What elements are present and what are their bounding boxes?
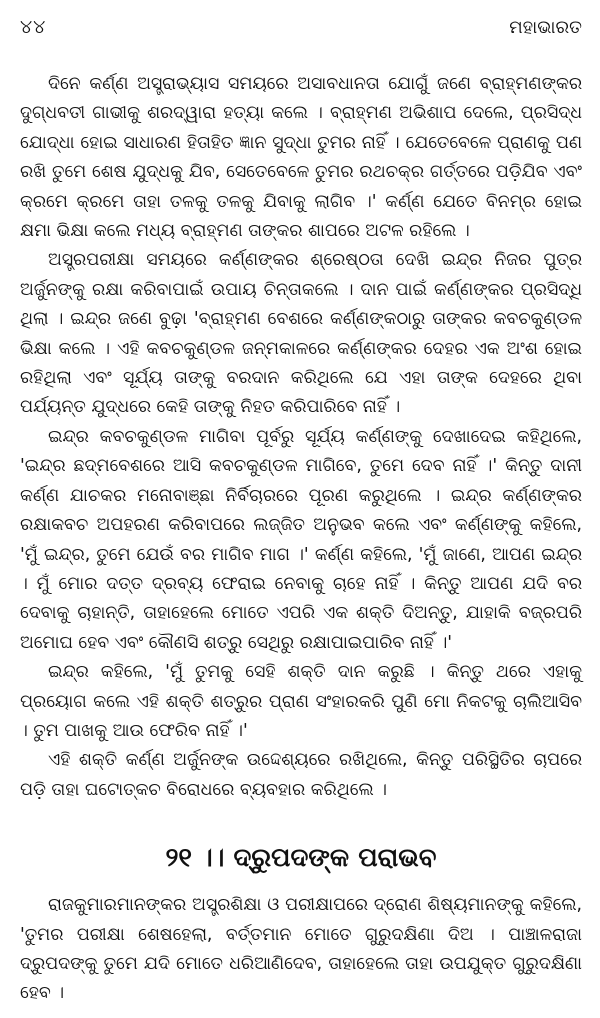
- running-header: [20, 14, 582, 40]
- paragraph: ଅସ୍ତ୍ରପରୀକ୍ଷା ସମୟରେ କର୍ଣ୍ଣଙ୍କର ଶ୍ରେଷ୍ଠତା ଦେଖି ଇନ୍ଦ୍ର ନିଜର ପୁତ୍ର ଅର୍ଜୁନଙ୍କୁ ରକ୍ଷା କରିବାପାଇଁ ଉପାୟ ଚିନ୍ତାକଲେ । ଦାନ ପାଇଁ କର୍ଣ୍ଣଙ୍କର ପ୍ରସିଦ୍ଧି ଥିଲା । ଇନ୍ଦ୍ର ଜଣେ ବୁଢ଼ା 'ବ୍ରାହ୍ମଣ ବେଶରେ କର୍ଣ୍ଣଙ୍କଠାରୁ ତାଙ୍କର କବଚକୁଣ୍ଡଳ ଭିକ୍ଷା କଲେ । ଏହି କବଚକୁଣ୍ଡଳ ଜନ୍ମକାଳରେ କର୍ଣ୍ଣଙ୍କର ଦେହର ଏକ ଅଂଶ ହୋଇ ରହିଥିଲା ଏବଂ ସୂର୍ଯ୍ୟ ତାଙ୍କୁ ବରଦାନ କରିଥିଲେ ଯେ ଏହା ତାଙ୍କ ଦେହରେ ଥିବା ପର୍ଯ୍ୟନ୍ତ ଯୁଦ୍ଧରେ କେହି ତାଙ୍କୁ ନିହତ କରିପାରିବେ ନାହିଁ ।: [20, 250, 582, 418]
- paragraph: ଏହି ଶକ୍ତି କର୍ଣ୍ଣ ଅର୍ଜୁନଙ୍କ ଉଦ୍ଦେଶ୍ୟରେ ରଖିଥିଲେ, କିନ୍ତୁ ପରିସ୍ଥିତିର ଚାପରେ ପଡ଼ି ତାହା ଘଟୋତ୍କଚ ବିରୋଧରେ ବ୍ୟବହାର କରିଥିଲେ ।: [20, 750, 582, 800]
- paragraph: ଇନ୍ଦ୍ର କହିଲେ, 'ମୁଁ ତୁମକୁ ସେହି ଶକ୍ତି ଦାନ କରୁଛି । କିନ୍ତୁ ଥରେ ଏହାକୁ ପ୍ରୟୋଗ କଲେ ଏହି ଶକ୍ତି ଶତ୍ରୁର ପ୍ରାଣ ସଂହାରକରି ପୁଣି ମୋ ନିକଟକୁ ଚାଲିଆସିବ । ତୁମ ପାଖକୁ ଆଉ ଫେରିବ ନାହିଁ ।': [20, 662, 582, 741]
- chapter-body-text: [20, 891, 582, 1009]
- chapter-heading: ୨୧ ।। ଦ୍ରୁପଦଙ୍କ ପରାଭବ: [165, 843, 437, 874]
- page-number: ୪୪: [20, 16, 47, 38]
- book-title: ମହାଭାରତ: [509, 17, 582, 38]
- paragraph: ରାଜକୁମାରମାନଙ୍କର ଅସ୍ତ୍ରଶିକ୍ଷା ଓ ପରୀକ୍ଷାପରେ ଦ୍ରୋଣ ଶିଷ୍ୟମାନଙ୍କୁ କହିଲେ, 'ତୁମର ପରୀକ୍ଷା ଶେଷହେଲା, ବର୍ତ୍ତମାନ ମୋତେ ଗୁରୁଦକ୍ଷିଣା ଦିଅ । ପାଞ୍ଚାଳରାଜା ଦ୍ରୁପଦଙ୍କୁ ତୁମେ ଯଦି ମୋତେ ଧରିଆଣିଦେବ, ତାହାହେଲେ ତାହା ଉପଯୁକ୍ତ ଗୁରୁଦକ୍ଷିଣା ହେବ ।: [20, 895, 582, 1004]
- paragraph: ଇନ୍ଦ୍ର କବଚକୁଣ୍ଡଳ ମାଗିବା ପୂର୍ବରୁ ସୂର୍ଯ୍ୟ କର୍ଣ୍ଣଙ୍କୁ ଦେଖାଦେଇ କହିଥିଲେ, 'ଇନ୍ଦ୍ର ଛଦ୍ମବେଶରେ ଆସି କବଚକୁଣ୍ଡଳ ମାଗିବେ, ତୁମେ ଦେବ ନାହିଁ ।' କିନ୍ତୁ ଦାନୀ କର୍ଣ୍ଣ ଯାଚକର ମନୋବାଞ୍ଛା ନିର୍ବିଚାରରେ ପୂରଣ କରୁଥିଲେ । ଇନ୍ଦ୍ର କର୍ଣ୍ଣଙ୍କର ରକ୍ଷାକବଚ ଅପହରଣ କରିବାପରେ ଲଜ୍ଜିତ ଅନୁଭବ କଲେ ଏବଂ କର୍ଣ୍ଣଙ୍କୁ କହିଲେ, 'ମୁଁ ଇନ୍ଦ୍ର, ତୁମେ ଯେଉଁ ବର ମାଗିବ ମାଗ ।' କର୍ଣ୍ଣ କହିଲେ, 'ମୁଁ ଜାଣେ, ଆପଣ ଇନ୍ଦ୍ର । ମୁଁ ମୋର ଦତ୍ତ ଦ୍ରବ୍ୟ ଫେରାଇ ନେବାକୁ ଚାହେ ନାହିଁ । କିନ୍ତୁ ଆପଣ ଯଦି ବର ଦେବାକୁ ଚାହାନ୍ତି, ତାହାହେଲେ ମୋତେ ଏପରି ଏକ ଶକ୍ତି ଦିଅନ୍ତୁ, ଯାହାକି ବଜ୍ରପରି ଅମୋଘ ହେବ ଏବଂ କୌଣସି ଶତ୍ରୁ ସେଥିରୁ ରକ୍ଷାପାଇପାରିବ ନାହିଁ ।': [20, 426, 582, 653]
- body-text: [20, 70, 582, 805]
- paragraph: ଦିନେ କର୍ଣ୍ଣ ଅସ୍ତ୍ରାଭ୍ୟାସ ସମୟରେ ଅସାବଧାନତା ଯୋଗୁଁ ଜଣେ ବ୍ରାହ୍ମଣଙ୍କର ଦୁଗ୍ଧବତୀ ଗାଭୀକୁ ଶରଦ୍ୱାରା ହତ୍ୟା କଲେ । ବ୍ରାହ୍ମଣ ଅଭିଶାପ ଦେଲେ, ପ୍ରସିଦ୍ଧ ଯୋଦ୍ଧା ହୋଇ ସାଧାରଣ ହିତାହିତ ଜ୍ଞାନ ସୁଦ୍ଧା ତୁମର ନାହିଁ । ଯେତେବେଳେ ପ୍ରାଣକୁ ପଣ ରଖି ତୁମେ ଶେଷ ଯୁଦ୍ଧକୁ ଯିବ, ସେତେବେଳେ ତୁମର ରଥଚକ୍ର ଗର୍ତ୍ତରେ ପଡ଼ିଯିବ ଏବଂ କ୍ରମେ କ୍ରମେ ତାହା ତଳକୁ ତଳକୁ ଯିବାକୁ ଲାଗିବ ।' କର୍ଣ୍ଣ ଯେତେ ବିନମ୍ର ହୋଇ କ୍ଷମା ଭିକ୍ଷା କଲେ ମଧ୍ୟ ବ୍ରାହ୍ମଣ ତାଙ୍କର ଶାପରେ ଅଟଳ ରହିଲେ ।: [20, 74, 582, 242]
